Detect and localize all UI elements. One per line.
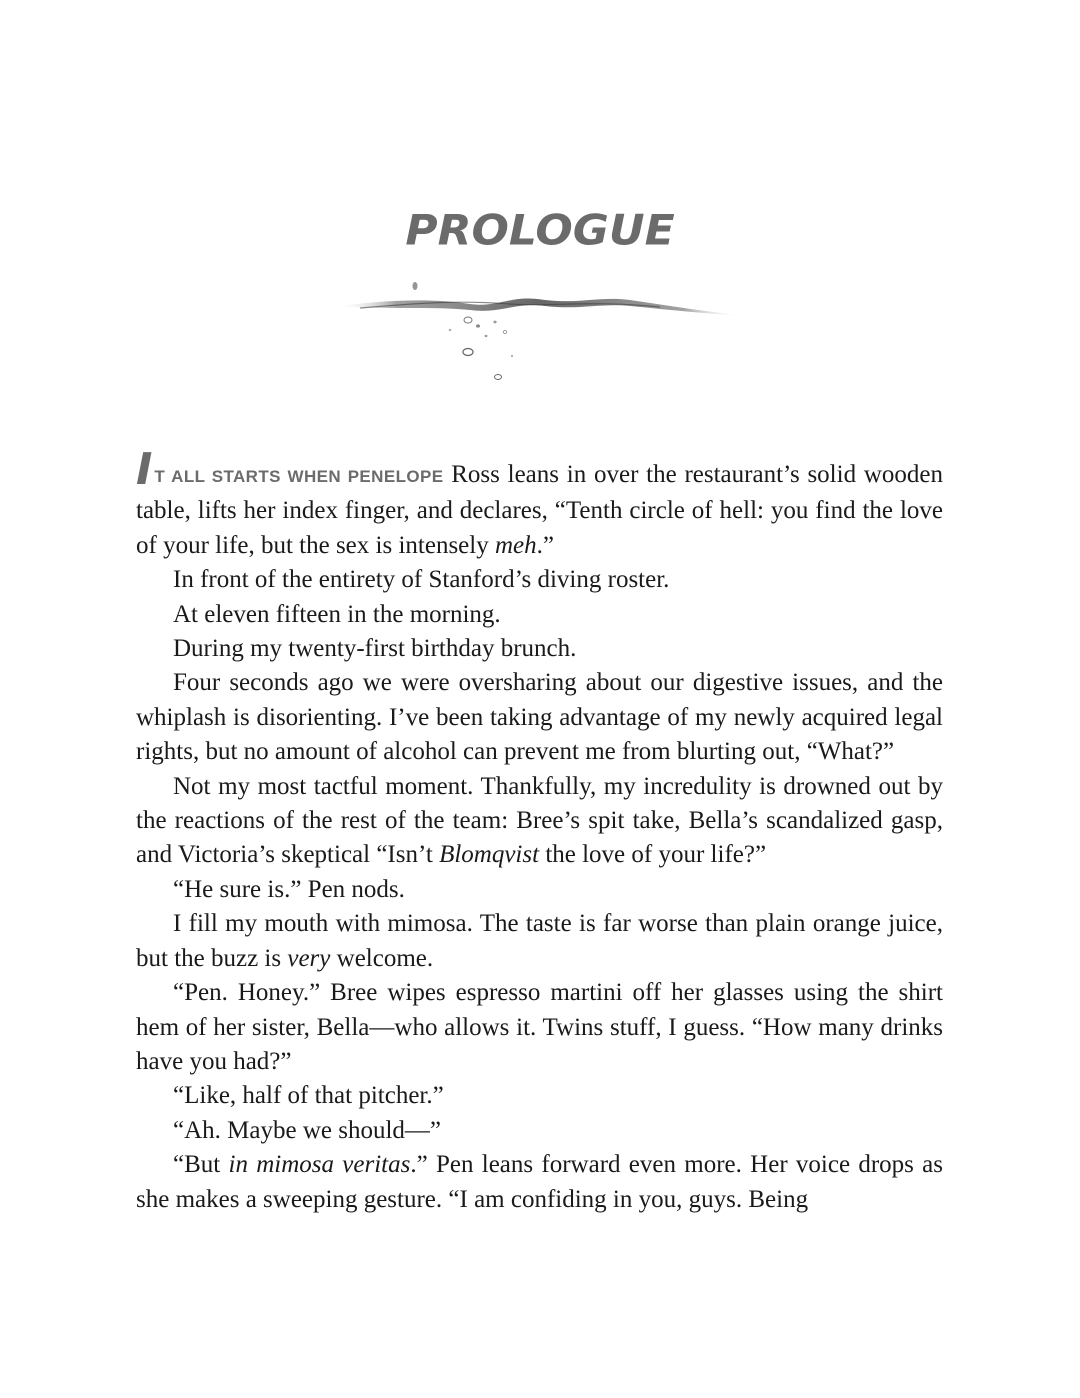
- paragraph: “Like, half of that pitcher.”: [173, 1082, 444, 1110]
- paragraph: In front of the entirety of Stanford’s diving roster.: [173, 566, 670, 594]
- opening-small-caps: T ALL STARTS WHEN PENELOPE: [154, 467, 444, 486]
- water-splash-divider-icon: [330, 270, 750, 390]
- paragraph: “Pen. Honey.” Bree wipes espresso martini off her glasses using the shirt hem of her sister, Bella—who allows it. Twins stuff, I guess. “How many drinks have you had?”: [136, 979, 943, 1075]
- opening-paragraph: [136, 444, 943, 563]
- drop-cap: I: [136, 444, 153, 495]
- paragraph-text: I fill my mouth with mimosa. The taste is far worse than plain orange juice, but the buzz is: [136, 910, 943, 972]
- chapter-title: PROLOGUE: [405, 206, 675, 255]
- paragraph: “Ah. Maybe we should—”: [173, 1116, 441, 1144]
- opening-emphasis: meh: [494, 531, 537, 559]
- body-text: [136, 444, 943, 1217]
- opening-text-end: .”: [536, 531, 554, 559]
- paragraph: [136, 1148, 943, 1217]
- paragraph-text: .” Pen leans forward even more. Her voice drops as she makes a sweeping gesture. “I am confiding in you, guys. Being: [136, 1151, 943, 1213]
- paragraph-emphasis: very: [287, 944, 331, 972]
- paragraph-emphasis: Blomqvist: [439, 841, 540, 869]
- paragraph: Four seconds ago we were oversharing about our digestive issues, and the whiplash is disorienting. I’ve been taking advantage of my newly acquired legal rights, but no amount of alcohol can prevent me from blurting out, “What?”: [136, 669, 943, 766]
- opening-text: Ross leans in over the restaurant’s solid wooden table, lifts her index finger, and declares, “Tenth circle of hell: you find the love of your life, but the sex is intensely: [136, 461, 943, 559]
- paragraph-text: “But: [173, 1151, 229, 1179]
- paragraph-text: the love of your life?”: [539, 841, 767, 869]
- paragraph: [136, 770, 943, 873]
- paragraph-emphasis: in mimosa veritas: [228, 1151, 411, 1179]
- paragraph: During my twenty-first birthday brunch.: [173, 635, 577, 663]
- paragraph: “He sure is.” Pen nods.: [173, 875, 405, 903]
- paragraph-text: Not my most tactful moment. Thankfully, my incredulity is drowned out by the reactions of the rest of the team: Bree’s spit take, Bella’s scandalized gasp, and Victoria’s skeptical “Isn’t: [136, 772, 943, 869]
- paragraph-text: welcome.: [330, 944, 434, 972]
- paragraph: At eleven fifteen in the morning.: [173, 600, 501, 628]
- paragraph: [136, 907, 943, 976]
